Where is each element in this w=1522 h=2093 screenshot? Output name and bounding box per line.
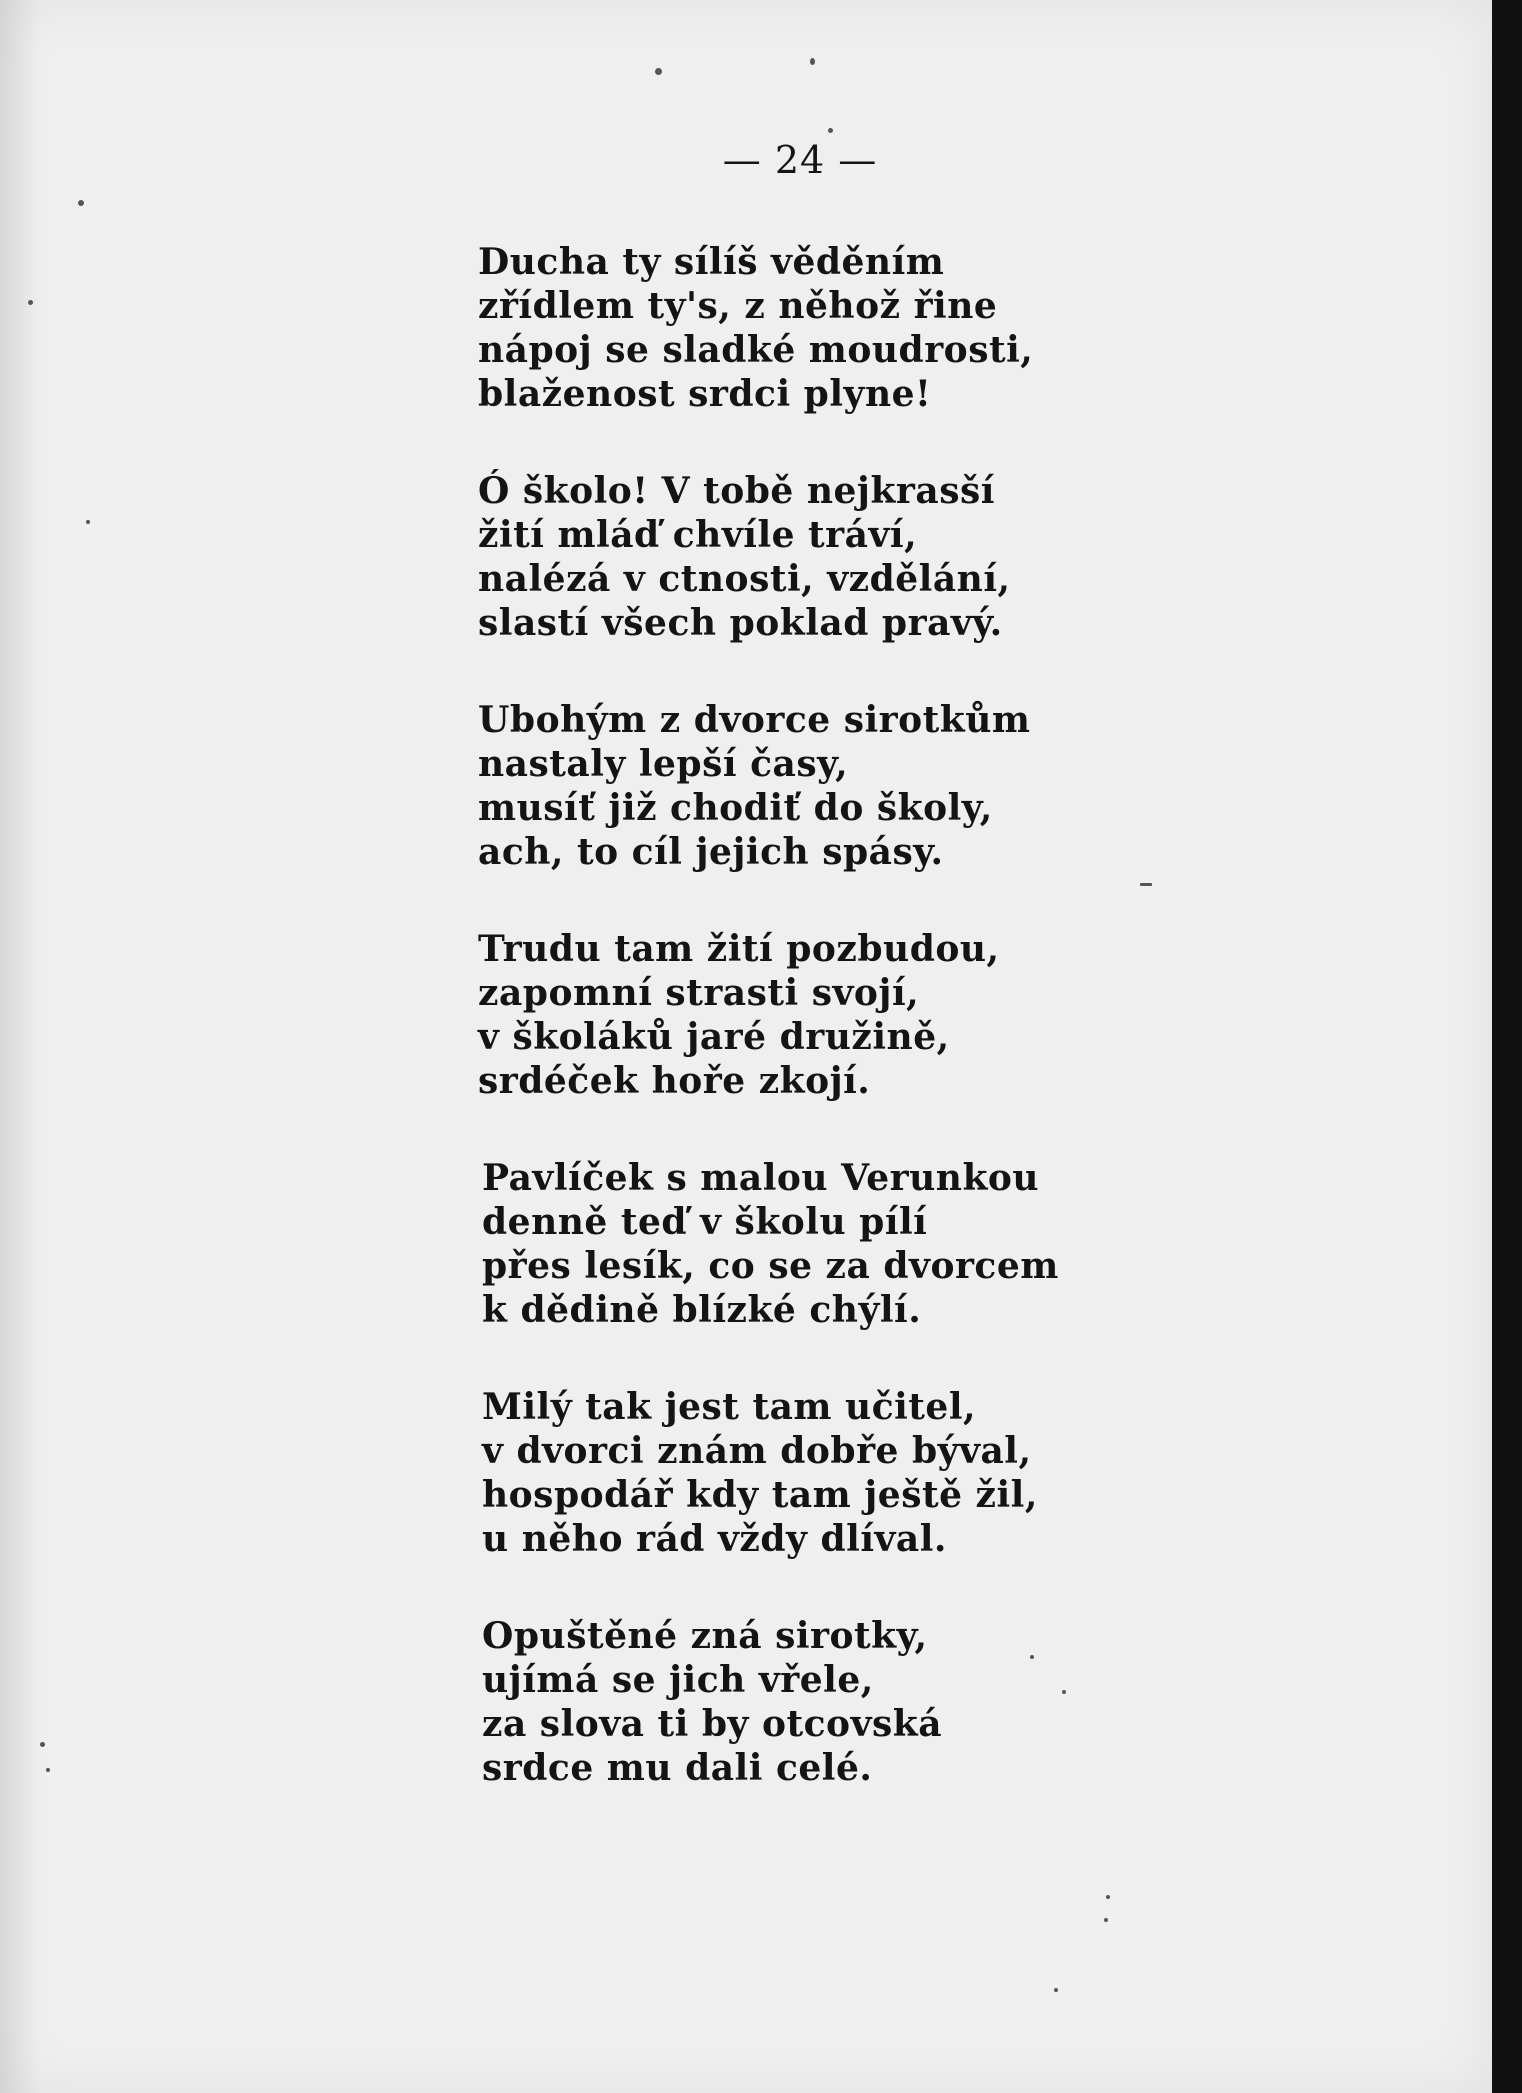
scan-speck	[828, 128, 833, 133]
stanza-4	[478, 927, 1098, 1103]
poem-line: Ubohým z dvorce sirotkům	[478, 699, 1031, 741]
poem-line: hospodář kdy tam ještě žil,	[482, 1474, 1038, 1516]
scan-speck	[1106, 1895, 1110, 1899]
poem-line: musíť již chodiť do školy,	[478, 787, 993, 829]
poem-line: ujímá se jich vřele,	[482, 1659, 874, 1701]
stanza-5	[482, 1156, 1098, 1332]
poem-line: ach, to cíl jejich spásy.	[478, 831, 944, 873]
scan-speck	[28, 300, 33, 305]
poem-line: Pavlíček s malou Verunkou	[482, 1157, 1040, 1199]
poem-line: zapomní strasti svojí,	[478, 972, 920, 1014]
poem-line: Ó školo! V tobě nejkrasší	[478, 470, 995, 512]
poem-line: Trudu tam žití pozbudou,	[478, 928, 1000, 970]
stanza-2	[478, 469, 1098, 645]
poem-line: za slova ti by otcovská	[482, 1703, 943, 1745]
page-number: — 24 —	[722, 138, 878, 182]
poem-line: v školáků jaré družině,	[478, 1016, 950, 1058]
poem-line: srdce mu dali celé.	[482, 1747, 873, 1789]
stanza-1	[478, 240, 1098, 416]
scan-speck	[46, 1768, 50, 1772]
scan-border	[1492, 0, 1522, 2093]
stanza-6	[482, 1385, 1098, 1561]
scan-speck	[655, 68, 662, 75]
poem-line: nápoj se sladké moudrosti,	[478, 329, 1034, 371]
scan-speck	[1030, 1655, 1034, 1659]
stanza-7	[482, 1614, 1098, 1790]
scan-speck	[810, 58, 815, 65]
page-gutter-shade	[0, 0, 40, 2093]
scan-speck	[78, 200, 84, 206]
poem-line: žití mláď chvíle tráví,	[478, 514, 918, 556]
stanza-3	[478, 698, 1098, 874]
poem-line: zřídlem ty's, z něhož řine	[478, 285, 998, 327]
poem-line: Ducha ty sílíš věděním	[478, 241, 945, 283]
scan-speck	[86, 520, 90, 524]
poem-line: nastaly lepší časy,	[478, 743, 849, 785]
scan-speck	[40, 1742, 45, 1747]
scan-speck	[1054, 1988, 1058, 1992]
poem-line: nalézá v ctnosti, vzdělání,	[478, 558, 1011, 600]
poem-line: u něho rád vždy dlíval.	[482, 1518, 947, 1560]
poem-line: Milý tak jest tam učitel,	[482, 1386, 977, 1428]
poem-line: srdéček hoře zkojí.	[478, 1060, 871, 1102]
scan-speck	[1062, 1690, 1066, 1694]
scan-speck	[1140, 883, 1152, 886]
poem-line: blaženost srdci plyne!	[478, 373, 932, 415]
poem-line: přes lesík, co se za dvorcem	[482, 1245, 1059, 1287]
poem-line: v dvorci znám dobře býval,	[482, 1430, 1032, 1472]
poem-line: denně teď v školu pílí	[482, 1201, 928, 1243]
poem	[478, 240, 1098, 1843]
poem-line: k dědině blízké chýlí.	[482, 1289, 922, 1331]
poem-line: Opuštěné zná sirotky,	[482, 1615, 928, 1657]
scan-speck	[1104, 1918, 1108, 1922]
poem-line: slastí všech poklad pravý.	[478, 602, 1003, 644]
